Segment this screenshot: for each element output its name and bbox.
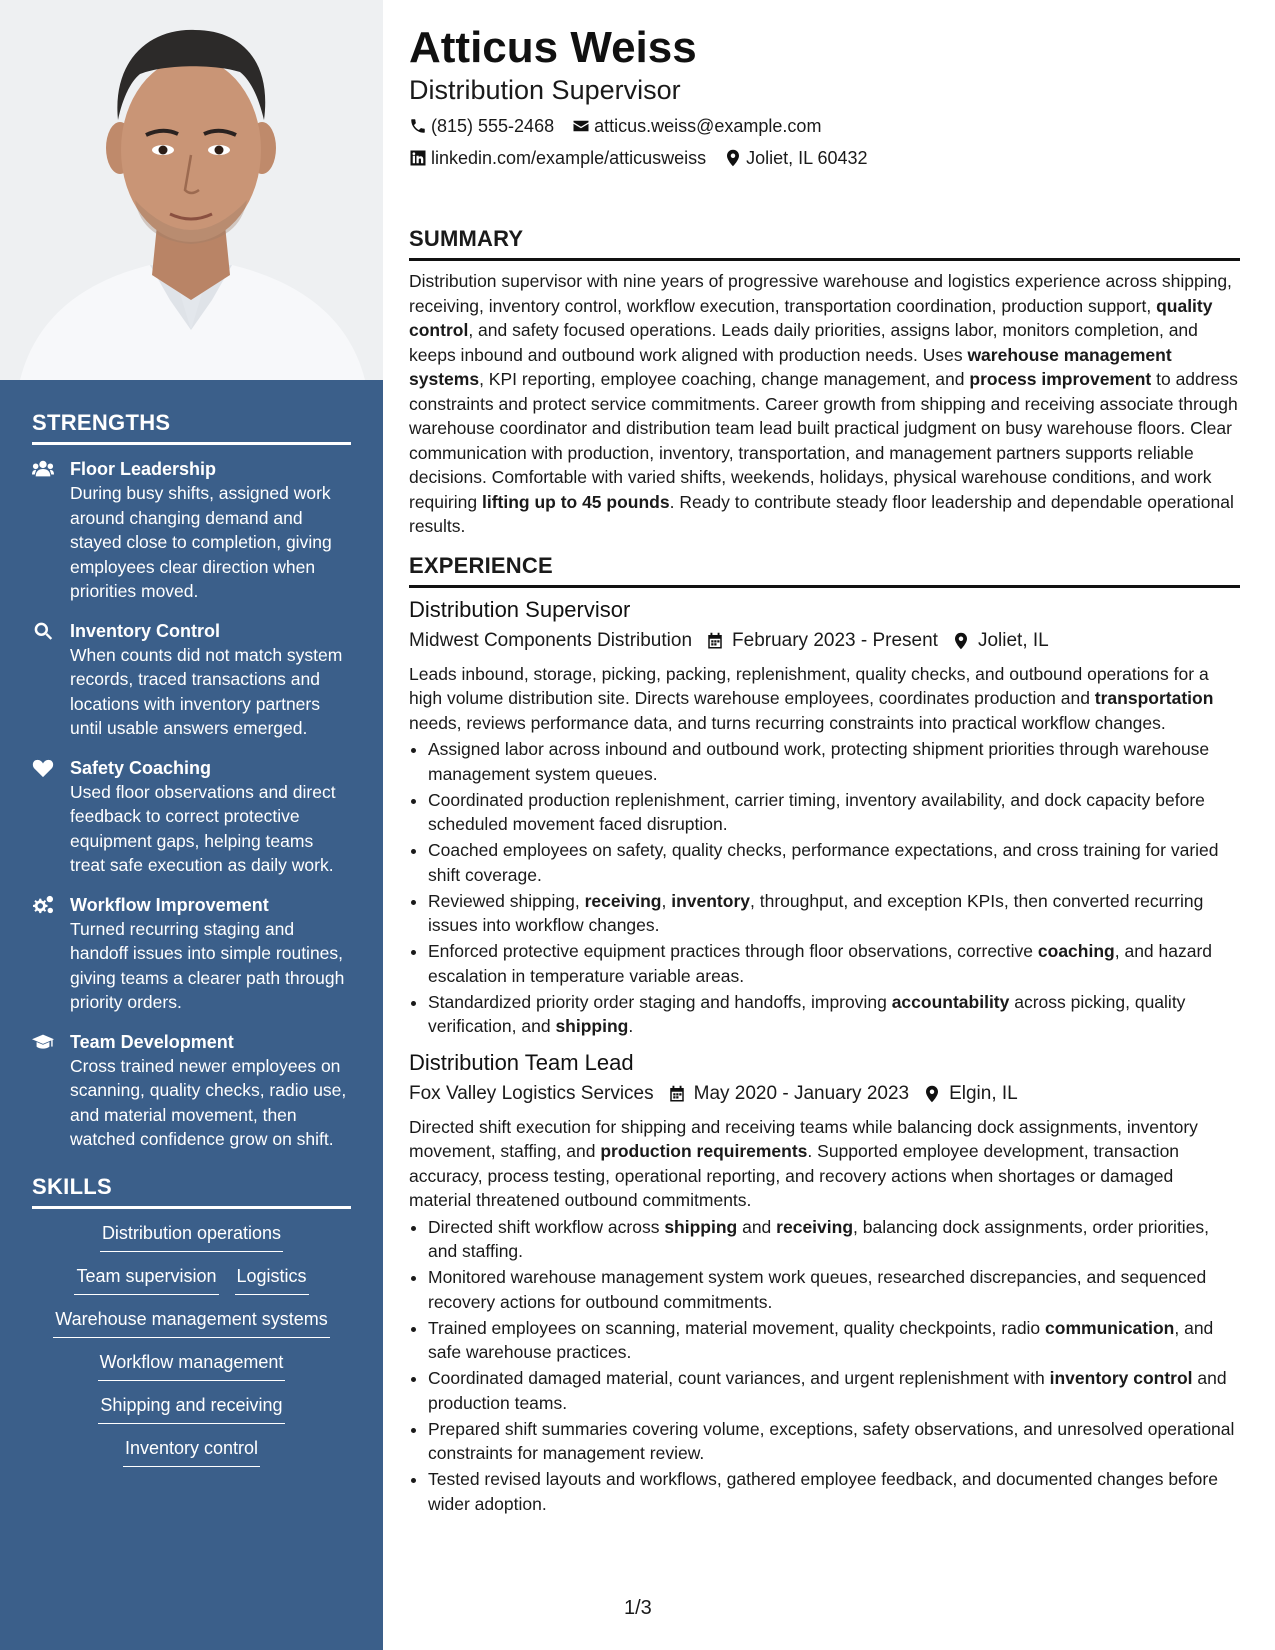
bold-text: receiving bbox=[776, 1216, 854, 1237]
text-run: Coordinated production replenishment, carrier timing, inventory availability, and dock capacity before scheduled movement faced disruption. bbox=[428, 789, 1205, 834]
calendar-icon bbox=[668, 1085, 686, 1103]
bold-text: warehouse management systems bbox=[409, 344, 1172, 389]
text-run: and bbox=[737, 1216, 777, 1237]
map-pin-icon bbox=[952, 632, 970, 650]
skill-tag: Shipping and receiving bbox=[98, 1393, 284, 1424]
linkedin-contact[interactable] bbox=[409, 146, 706, 170]
skill-tag: Workflow management bbox=[98, 1350, 286, 1381]
strength-title: Floor Leadership bbox=[70, 459, 217, 479]
text-run: Directed shift execution for shipping and receiving teams while balancing dock assignments, inventory movement, staffing, and bbox=[409, 1116, 1198, 1161]
page-number: 1/3 bbox=[624, 1597, 652, 1619]
skills-row bbox=[32, 1350, 351, 1381]
job-description bbox=[409, 1115, 1240, 1213]
graduation-cap-icon bbox=[32, 1030, 70, 1152]
bold-text: quality control bbox=[409, 295, 1213, 340]
job-title: Distribution Team Lead bbox=[409, 1049, 634, 1075]
bullet-item bbox=[428, 939, 1240, 988]
skill-tag: Logistics bbox=[235, 1264, 309, 1295]
linkedin-text: linkedin.com/example/atticusweiss bbox=[431, 148, 707, 168]
text-run: Assigned labor across inbound and outbound work, protecting shipment priorities through warehouse management system queues. bbox=[428, 739, 1210, 784]
text-run: and production teams. bbox=[428, 1368, 1227, 1413]
skill-tag: Distribution operations bbox=[100, 1221, 283, 1252]
job-meta bbox=[409, 628, 1240, 654]
strength-title: Safety Coaching bbox=[70, 757, 212, 778]
portrait-image bbox=[0, 0, 383, 380]
text-run: needs, reviews performance data, and turns recurring constraints into practical workflow changes. bbox=[409, 712, 1166, 733]
text-run: Distribution supervisor with nine years of progressive warehouse and logistics experience across shipping, receiving, inventory control, workflow execution, transportation coordination, production support, bbox=[409, 271, 1232, 316]
job-meta bbox=[409, 1081, 1240, 1107]
skills-row bbox=[32, 1436, 351, 1467]
users-icon bbox=[32, 457, 70, 604]
strength-item bbox=[32, 1030, 351, 1152]
phone-text: (815) 555-2468 bbox=[431, 116, 555, 136]
bullet-item bbox=[428, 990, 1240, 1039]
text-run: Enforced protective equipment practices through floor observations, corrective bbox=[428, 941, 1038, 961]
strength-description: When counts did not match system records, traced transactions and locations with inventory partners until usable answers emerged. bbox=[70, 644, 343, 738]
skills-row bbox=[32, 1221, 351, 1252]
location-text: Joliet, IL bbox=[977, 629, 1049, 651]
text-run: , balancing dock assignments, order priorities, and staffing. bbox=[428, 1216, 1210, 1261]
bullet-item bbox=[428, 1316, 1240, 1365]
text-run: , and safe warehouse practices. bbox=[428, 1317, 1214, 1362]
profile-photo bbox=[0, 0, 383, 380]
envelope-icon bbox=[572, 117, 590, 135]
strengths-heading: STRENGTHS bbox=[32, 410, 351, 445]
strength-title: Inventory Control bbox=[70, 620, 221, 641]
bold-text: shipping bbox=[664, 1216, 738, 1237]
bullet-item bbox=[428, 1215, 1240, 1264]
text-run: , and safety focused operations. Leads daily priorities, assigns labor, monitors completion, and keeps inbound and outbound work aligned with production needs. Uses bbox=[409, 320, 1198, 365]
bold-text: communication bbox=[1045, 1317, 1175, 1338]
text-run: , throughput, and exception KPIs, then converted recurring issues into workflow changes. bbox=[428, 890, 1204, 935]
dates-text: February 2023 - Present bbox=[732, 629, 938, 651]
skills-heading: SKILLS bbox=[32, 1174, 351, 1209]
linkedin-icon bbox=[409, 149, 427, 167]
job-dates bbox=[706, 628, 938, 654]
bold-text: process improvement bbox=[969, 369, 1152, 389]
phone-contact[interactable] bbox=[409, 114, 554, 138]
job-bullets bbox=[409, 737, 1240, 1039]
job-location bbox=[952, 628, 1049, 654]
company-text: Midwest Components Distribution bbox=[409, 629, 693, 651]
bullet-item bbox=[428, 737, 1240, 786]
skill-tag: Warehouse management systems bbox=[53, 1307, 329, 1338]
strength-title: Team Development bbox=[70, 1031, 234, 1052]
text-run: Coordinated damaged material, count variances, and urgent replenishment with bbox=[428, 1368, 1050, 1388]
email-contact[interactable] bbox=[572, 114, 821, 138]
location-text: Joliet, IL 60432 bbox=[746, 148, 868, 168]
sidebar-content bbox=[32, 410, 351, 1467]
strength-item bbox=[32, 619, 351, 741]
text-run: Directed shift workflow across bbox=[428, 1216, 665, 1237]
bullet-item bbox=[428, 1265, 1240, 1314]
phone-icon bbox=[409, 117, 427, 135]
text-run: Prepared shift summaries covering volume, exceptions, safety observations, and unresolved operational constraints for management review. bbox=[428, 1418, 1235, 1463]
job-dates bbox=[668, 1081, 909, 1107]
strength-description: During busy shifts, assigned work around changing demand and stayed close to completion, giving employees clear direction when priorities moved. bbox=[70, 483, 332, 601]
candidate-title: Distribution Supervisor bbox=[409, 75, 681, 105]
company-name bbox=[409, 1081, 654, 1107]
text-run: Coached employees on safety, quality checks, performance expectations, and cross training for varied shift coverage. bbox=[428, 840, 1219, 885]
bullet-item bbox=[428, 1366, 1240, 1415]
location-text: Elgin, IL bbox=[949, 1082, 1018, 1104]
text-run: , bbox=[661, 890, 672, 911]
skill-tag: Team supervision bbox=[74, 1264, 218, 1295]
strength-title: Workflow Improvement bbox=[70, 894, 269, 915]
sidebar bbox=[0, 0, 383, 1650]
strength-item bbox=[32, 756, 351, 878]
main-content bbox=[409, 22, 1240, 1518]
candidate-name: Atticus Weiss bbox=[409, 23, 697, 72]
bold-text: transportation bbox=[1094, 688, 1214, 708]
bullet-item bbox=[428, 838, 1240, 887]
text-run: Tested revised layouts and workflows, gathered employee feedback, and documented changes before wider adoption. bbox=[428, 1469, 1218, 1514]
text-run: . Ready to contribute steady floor leadership and dependable operational results. bbox=[409, 491, 1234, 536]
map-pin-icon bbox=[724, 149, 742, 167]
bold-text: shipping bbox=[555, 1016, 629, 1036]
text-run: . Supported employee development, transaction accuracy, process testing, operational reporting, and recovery actions when shortages or damaged material threatened outbound commitments. bbox=[409, 1141, 1180, 1210]
job-entry bbox=[409, 1049, 1240, 1517]
job-title: Distribution Supervisor bbox=[409, 596, 631, 622]
bold-text: coaching bbox=[1037, 941, 1115, 961]
location-contact bbox=[724, 146, 867, 170]
text-run: Standardized priority order staging and handoffs, improving bbox=[428, 991, 892, 1012]
contact-row bbox=[409, 114, 1240, 138]
experience-heading: EXPERIENCE bbox=[409, 553, 1240, 588]
strength-description: Used floor observations and direct feedback to correct protective equipment gaps, helping teams treat safe execution as daily work. bbox=[70, 781, 336, 875]
skills-row bbox=[32, 1307, 351, 1338]
company-text: Fox Valley Logistics Services bbox=[409, 1082, 654, 1104]
bullet-item bbox=[428, 1467, 1240, 1516]
bold-text: inventory control bbox=[1049, 1368, 1193, 1388]
bullet-item bbox=[428, 788, 1240, 837]
bullet-item bbox=[428, 889, 1240, 938]
text-run: Leads inbound, storage, picking, packing, replenishment, quality checks, and outbound operations for a high volume distribution site. Directs warehouse employees, coordinates production and bbox=[409, 663, 1209, 708]
gears-icon bbox=[32, 893, 70, 1015]
bullet-item bbox=[428, 1417, 1240, 1466]
summary-text bbox=[409, 269, 1240, 539]
text-run: Monitored warehouse management system work queues, researched discrepancies, and sequenced recovery actions for outbound commitments. bbox=[428, 1267, 1207, 1312]
email-text: atticus.weiss@example.com bbox=[594, 116, 822, 136]
text-run: across picking, quality verification, and bbox=[428, 991, 1186, 1036]
text-run: to address constraints and protect service commitments. Career growth from shipping and receiving associate through warehouse coordinator and distribution team lead built practical judgment on busy warehouse floors. Clear communication with production, inventory, transportation, and management partners supports reliable decisions. Comfortable with varied shifts, weekends, holidays, physical warehouse conditions, and work requiring bbox=[409, 369, 1238, 512]
contact-row bbox=[409, 146, 1240, 170]
strength-item bbox=[32, 457, 351, 604]
heart-icon bbox=[32, 756, 70, 878]
text-run: . bbox=[628, 1016, 634, 1036]
search-icon bbox=[32, 619, 70, 741]
job-entry bbox=[409, 596, 1240, 1039]
calendar-icon bbox=[706, 632, 724, 650]
summary-heading: SUMMARY bbox=[409, 226, 1240, 261]
skills-row bbox=[32, 1264, 351, 1295]
dates-text: May 2020 - January 2023 bbox=[693, 1082, 910, 1104]
text-run: Reviewed shipping, bbox=[428, 890, 585, 911]
bold-text: accountability bbox=[891, 991, 1010, 1012]
company-name bbox=[409, 628, 692, 654]
text-run: Trained employees on scanning, material movement, quality checkpoints, radio bbox=[428, 1317, 1046, 1338]
text-run: , and hazard escalation in temperature variable areas. bbox=[428, 941, 1213, 986]
bold-text: production requirements bbox=[600, 1141, 808, 1161]
strength-description: Turned recurring staging and handoff issues into simple routines, giving teams a clearer path through priority orders. bbox=[70, 918, 345, 1012]
text-run: , KPI reporting, employee coaching, change management, and bbox=[479, 369, 970, 389]
job-bullets bbox=[409, 1215, 1240, 1517]
bold-text: receiving bbox=[584, 890, 662, 911]
skill-tag: Inventory control bbox=[123, 1436, 260, 1467]
map-pin-icon bbox=[923, 1085, 941, 1103]
bold-text: inventory bbox=[671, 890, 750, 911]
job-description bbox=[409, 662, 1240, 736]
strength-item bbox=[32, 893, 351, 1015]
strength-description: Cross trained newer employees on scanning, quality checks, radio use, and material movement, then watched confidence grow on shift. bbox=[70, 1055, 347, 1149]
skills-row bbox=[32, 1393, 351, 1424]
bold-text: lifting up to 45 pounds bbox=[481, 491, 670, 512]
job-location bbox=[923, 1081, 1018, 1107]
